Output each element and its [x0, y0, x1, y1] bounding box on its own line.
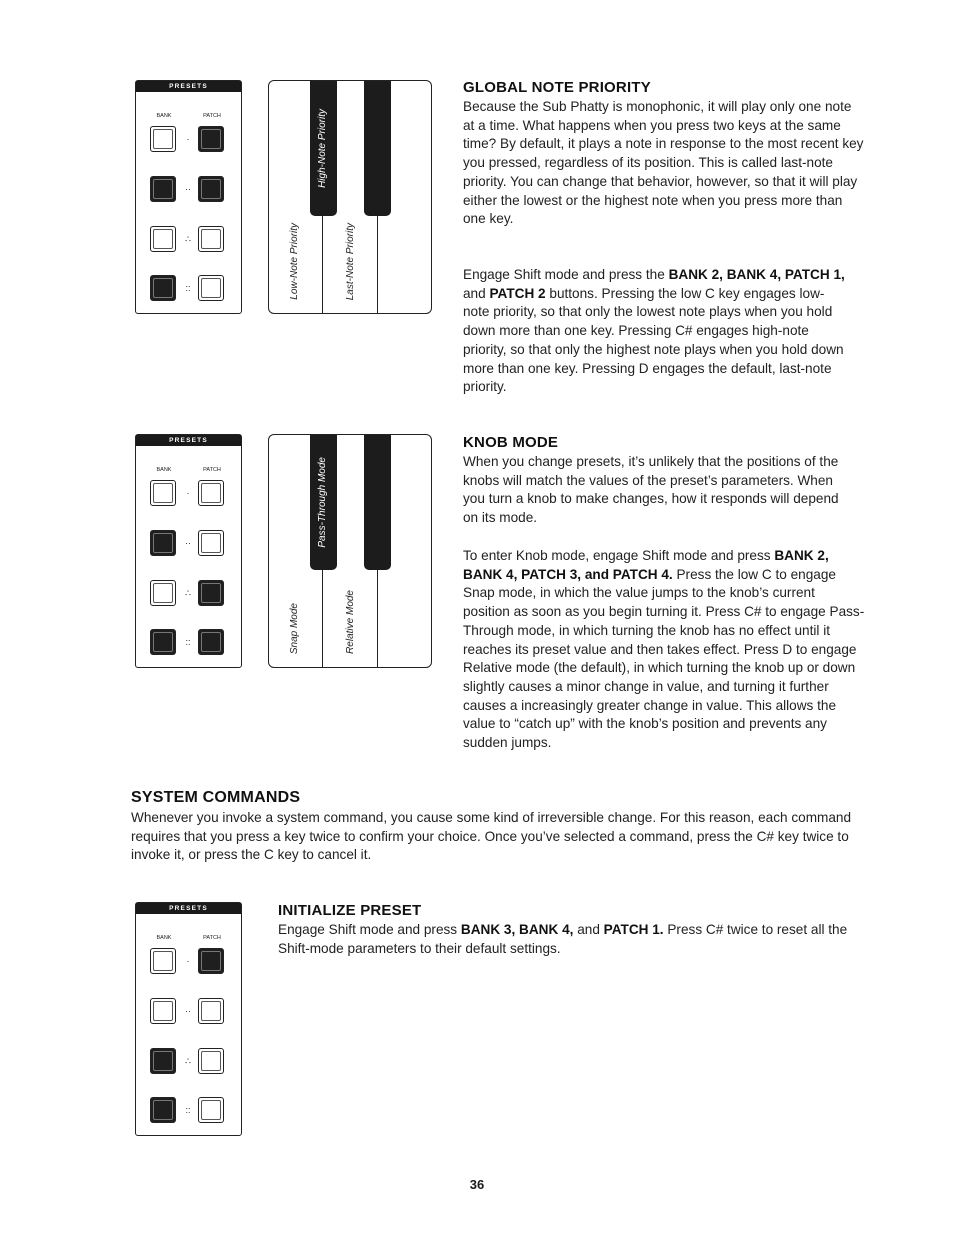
section-heading-knob-mode: KNOB MODE [463, 434, 559, 451]
presets-header: PRESETS [136, 81, 241, 92]
section-heading-initialize-preset: INITIALIZE PRESET [278, 902, 422, 919]
patch-3-button[interactable] [198, 580, 224, 606]
row-3-dot-indicator: ∴ [185, 588, 191, 598]
bank-2-button[interactable] [150, 530, 176, 556]
bank-column-label: BANK [156, 467, 172, 473]
row-3-dot-indicator: ∴ [185, 1056, 191, 1066]
patch-2-button[interactable] [198, 530, 224, 556]
presets-panel-initialize-preset [135, 902, 242, 1136]
row-3-dot-indicator: ∴ [185, 234, 191, 244]
patch-3-button[interactable] [198, 1048, 224, 1074]
page-number: 36 [469, 1177, 485, 1192]
bank-2-button[interactable] [150, 998, 176, 1024]
section-heading-system-commands: SYSTEM COMMANDS [131, 789, 301, 806]
black-key-dsharp [364, 81, 391, 216]
bank-3-button[interactable] [150, 580, 176, 606]
patch-4-button[interactable] [198, 1097, 224, 1123]
section-heading-global-note-priority: GLOBAL NOTE PRIORITY [463, 79, 651, 96]
row-4-dot-indicator: :: [185, 283, 191, 293]
bank-column-label: BANK [156, 935, 172, 941]
row-4-dot-indicator: :: [185, 1105, 191, 1115]
global-note-priority-paragraph-2: Engage Shift mode and press the BANK 2, BANK 4, PATCH 1, and PATCH 2 buttons. Pressing the low C key engages low-note priority, so that only the lowest note plays when you hold down more than one key. Pressing C# engages high-note priority, so that only the highest note plays when you hold down more than one key. Pressing D engages the default, last-note priority. [463, 267, 845, 395]
knob-mode-paragraph-2: To enter Knob mode, engage Shift mode and press BANK 2, BANK 4, PATCH 3, and PATCH 4. Press the low C to engage Snap mode, in which the value jumps to the knob’s current position as soon as you begin turning it. Press C# to engage Pass-Through mode, in which turning the knob has no effect until it reaches its preset value and then takes effect. Press D to engage Relative mode (the default), in which turning the knob up or down slightly causes a minor change in value, and turning it further causes a increasingly greater change in value. This allows the value to “catch up” with the knob’s position and prevents any sudden jumps. [463, 548, 865, 751]
presets-header: PRESETS [136, 903, 241, 914]
row-2-dot-indicator: ·· [185, 184, 191, 194]
bank-1-button[interactable] [150, 480, 176, 506]
patch-1-button[interactable] [198, 480, 224, 506]
key-label-snap-mode: Snap Mode [289, 602, 300, 654]
key-label-relative-mode: Relative Mode [345, 590, 356, 654]
bank-3-button[interactable] [150, 226, 176, 252]
key-label-high-note: High-Note Priority [317, 109, 328, 188]
global-note-priority-paragraph-1: Because the Sub Phatty is monophonic, it will play only one note at a time. What happens when you press two keys at the same time? By default, it plays a note in response to the most recent key you pressed, regardless of its position. This is called last-note priority. You can change that behavior, however, so that it will play either the lowest or the highest note when you press more than one key. [463, 99, 864, 227]
patch-3-button[interactable] [198, 226, 224, 252]
bank-4-button[interactable] [150, 629, 176, 655]
bank-4-button[interactable] [150, 275, 176, 301]
black-key-dsharp [364, 435, 391, 570]
bank-2-button[interactable] [150, 176, 176, 202]
bank-1-button[interactable] [150, 126, 176, 152]
key-label-pass-through-mode: Pass-Through Mode [317, 457, 328, 548]
patch-2-button[interactable] [198, 998, 224, 1024]
patch-4-button[interactable] [198, 275, 224, 301]
patch-column-label: PATCH [203, 935, 221, 941]
keyboard-diagram-knob-mode [268, 434, 432, 668]
row-1-dot-indicator: · [186, 488, 190, 498]
system-commands-paragraph: Whenever you invoke a system command, you cause some kind of irreversible change. For this reason, each command requires that you press a key twice to confirm your choice. Once you’ve selected a command, press the C# key twice to invoke it, or press the C key to cancel it. [131, 810, 852, 863]
patch-column-label: PATCH [203, 467, 221, 473]
row-2-dot-indicator: ·· [185, 538, 191, 548]
presets-panel-global-note-priority [135, 80, 242, 314]
patch-1-button[interactable] [198, 126, 224, 152]
key-label-last-note: Last-Note Priority [345, 222, 356, 300]
patch-4-button[interactable] [198, 629, 224, 655]
bank-1-button[interactable] [150, 948, 176, 974]
bank-column-label: BANK [156, 113, 172, 119]
patch-2-button[interactable] [198, 176, 224, 202]
row-4-dot-indicator: :: [185, 637, 191, 647]
keyboard-diagram-global-note-priority [268, 80, 432, 314]
bank-4-button[interactable] [150, 1097, 176, 1123]
initialize-preset-paragraph: Engage Shift mode and press BANK 3, BANK 4, and PATCH 1. Press C# twice to reset all the Shift-mode parameters to their default settings. [278, 922, 848, 956]
row-1-dot-indicator: · [186, 134, 190, 144]
row-1-dot-indicator: · [186, 956, 190, 966]
presets-panel-knob-mode [135, 434, 242, 668]
presets-header: PRESETS [136, 435, 241, 446]
patch-1-button[interactable] [198, 948, 224, 974]
key-label-low-note: Low-Note Priority [289, 223, 300, 300]
row-2-dot-indicator: ·· [185, 1006, 191, 1016]
bank-3-button[interactable] [150, 1048, 176, 1074]
patch-column-label: PATCH [203, 113, 221, 119]
knob-mode-paragraph-1: When you change presets, it’s unlikely that the positions of the knobs will match the values of the preset’s parameters. When you turn a knob to make changes, how it responds will depend on its mode. [463, 454, 839, 526]
